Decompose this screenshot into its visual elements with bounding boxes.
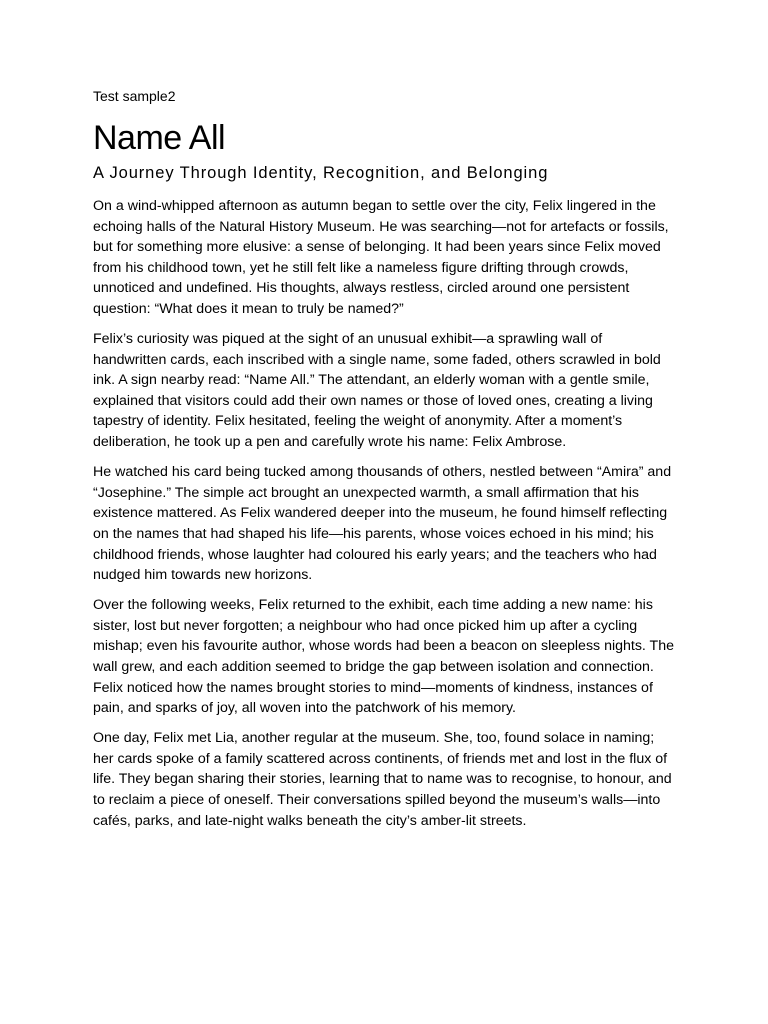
paragraph: He watched his card being tucked among thousands of others, nestled between “Amira” and “Josephine.” The simple act brought an unexpected warmth, a small affirmation that his existence mattered. As Felix wandered deeper into the museum, he found himself reflecting on the names that had shaped his life—his parents, whose voices echoed in his mind; his childhood friends, whose laughter had coloured his early years; and the teachers who had nudged him towards new horizons. [93, 464, 672, 584]
document-title: Name All [93, 119, 226, 157]
paragraph: One day, Felix met Lia, another regular at the museum. She, too, found solace in naming; her cards spoke of a family scattered across continents, of friends met and lost in the flux of life. They began sharing their stories, learning that to name was to recognise, to honour, and to reclaim a piece of oneself. Their conversations spilled beyond the museum’s walls—into cafés, parks, and late-night walks beneath the city’s amber-lit streets. [93, 730, 672, 829]
paragraph: Over the following weeks, Felix returned to the exhibit, each time adding a new name: his sister, lost but never forgotten; a neighbour who had once picked him up after a cycling mishap; even his favourite author, whose words had been a beacon on sleepless nights. The wall grew, and each addition seemed to bridge the gap between isolation and connection. Felix noticed how the names brought stories to mind—moments of kindness, instances of pain, and sparks of joy, all woven into the patchwork of his memory. [93, 597, 675, 717]
paragraph: On a wind-whipped afternoon as autumn began to settle over the city, Felix lingered in the echoing halls of the Natural History Museum. He was searching—not for artefacts or fossils, but for something more elusive: a sense of belonging. It had been years since Felix moved from his childhood town, yet he still felt like a nameless figure drifting through crowds, unnoticed and undefined. His thoughts, always restless, circled around one persistent question: “What does it mean to truly be named?” [93, 198, 669, 317]
document-subtitle: A Journey Through Identity, Recognition, and Belonging [93, 164, 549, 182]
document-body [93, 196, 678, 841]
paragraph: Felix’s curiosity was piqued at the sight of an unusual exhibit—a sprawling wall of handwritten cards, each inscribed with a single name, some faded, others scrawled in bold ink. A sign nearby read: “Name All.” The attendant, an elderly woman with a gentle smile, explained that visitors could add their own names or those of loved ones, creating a living tapestry of identity. Felix hesitated, feeling the weight of anonymity. After a moment’s deliberation, he took up a pen and carefully wrote his name: Felix Ambrose. [93, 331, 661, 451]
header-label: Test sample2 [93, 88, 176, 104]
